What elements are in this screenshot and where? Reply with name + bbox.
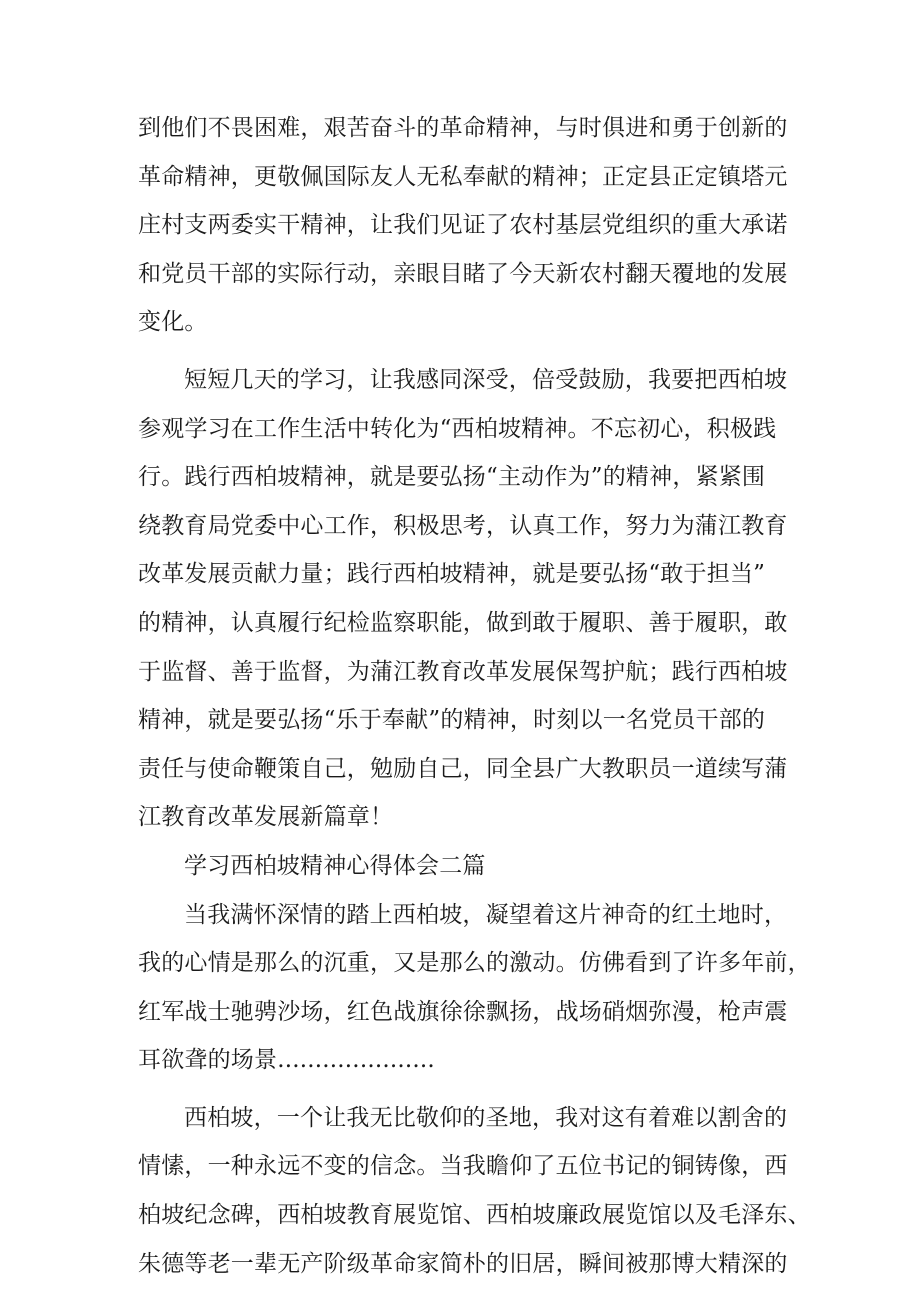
text-line: 耳欲聋的场景.....................: [138, 1047, 435, 1074]
document-body: [138, 104, 811, 1288]
section-heading: [138, 842, 788, 891]
text-line: 庄村支两委实干精神，让我们见证了农村基层党组织的重大承诺: [138, 212, 788, 239]
text-line: 和党员干部的实际行动，亲眼目睹了今天新农村翻天覆地的发展: [138, 260, 788, 287]
text-line: 变化。: [138, 309, 208, 336]
text-line: 红军战士驰骋沙场，红色战旗徐徐飘扬，战场硝烟弥漫，枪声震: [138, 998, 788, 1025]
text-line: 绕教育局党委中心工作，积极思考，认真工作，努力为蒲江教育: [138, 512, 788, 539]
text-line: 朱德等老一辈无产阶级革命家简朴的旧居，瞬间被那博大精深的: [138, 1250, 788, 1277]
text-line: 江教育改革发展新篇章！: [138, 804, 394, 831]
text-line: 责任与使命鞭策自己，勉励自己，同全县广大教职员一道续写蒲: [138, 755, 788, 782]
text-line: 于监督、善于监督，为蒲江教育改革发展保驾护航；践行西柏坡: [138, 658, 788, 685]
paragraph-3: [138, 891, 811, 1085]
text-line: 柏坡纪念碑，西柏坡教育展览馆、西柏坡廉政展览馆以及毛泽东、: [138, 1202, 811, 1229]
text-line: 革命精神，更敬佩国际友人无私奉献的精神；正定县正定镇塔元: [138, 163, 788, 190]
text-line: 当我满怀深情的踏上西柏坡，凝望着这片神奇的红土地时，: [184, 901, 788, 928]
paragraph-4: [138, 1094, 811, 1288]
paragraph-1: [138, 104, 788, 347]
text-line: 情愫，一种永远不变的信念。当我瞻仰了五位书记的铜铸像，西: [138, 1153, 788, 1180]
text-line: 行。践行西柏坡精神，就是要弘扬“主动作为”的精神，紧紧围: [138, 464, 766, 491]
text-line: 短短几天的学习，让我感同深受，倍受鼓励，我要把西柏坡: [184, 366, 788, 393]
text-line: 到他们不畏困难，艰苦奋斗的革命精神，与时俱进和勇于创新的: [138, 115, 788, 141]
text-line: 的精神，认真履行纪检监察职能，做到敢于履职、善于履职，敢: [138, 609, 788, 636]
text-line: 西柏坡，一个让我无比敬仰的圣地，我对这有着难以割舍的: [184, 1104, 788, 1131]
paragraph-2: [138, 356, 788, 842]
text-line: 改革发展贡献力量；践行西柏坡精神，就是要弘扬“敢于担当”: [138, 561, 766, 588]
text-line: 参观学习在工作生活中转化为“西柏坡精神。不忘初心，积极践: [138, 415, 777, 442]
text-line: 精神，就是要弘扬“乐于奉献”的精神，时刻以一名党员干部的: [138, 707, 766, 734]
text-line: 我的心情是那么的沉重，又是那么的激动。仿佛看到了许多年前，: [138, 950, 811, 977]
section-heading-text: 学习西柏坡精神心得体会二篇: [184, 852, 486, 879]
